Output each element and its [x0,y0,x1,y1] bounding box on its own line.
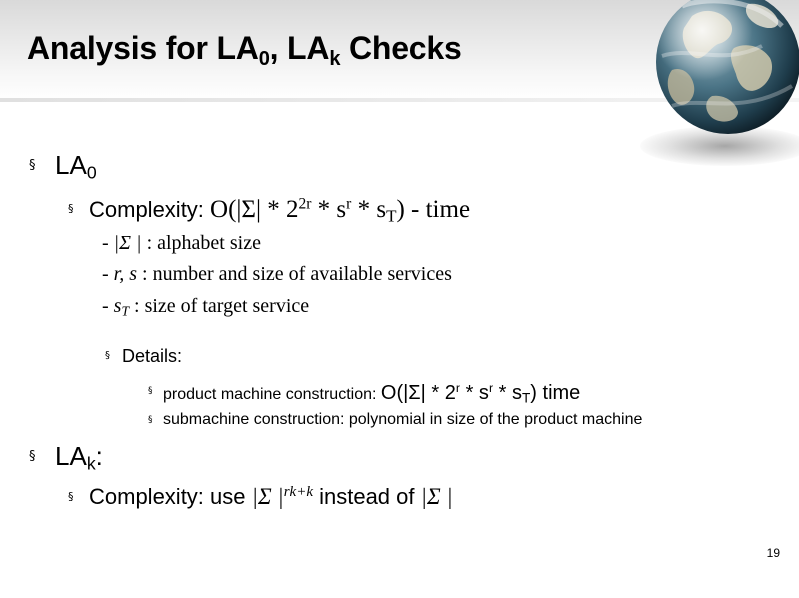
bullet-marker: § [148,386,153,396]
title-text-lak: , LA [269,30,330,66]
bullet-complexity-la0 [68,195,471,226]
note-text: : alphabet size [141,232,261,254]
formula-part-c: * s [493,382,522,404]
note-term-s: s [113,295,122,317]
note-text: : size of target service [129,295,310,317]
product-machine-formula [381,382,580,404]
bullet-marker: § [68,490,74,503]
formula-exponent-r: r [346,195,352,213]
la0-label: LA [55,150,87,180]
instead-of-text: instead of [312,484,421,509]
note-dash: - [102,295,114,317]
title-subscript-0: 0 [258,48,270,70]
complexity-label: Complexity: [89,197,211,222]
bullet-marker: § [105,350,110,361]
sigma-term-2: |Σ | [420,484,453,509]
bullet-details [105,346,183,367]
bullet-la0 [29,150,97,183]
formula-exponent-2r: 2r [298,195,312,213]
formula-exponent-r: r [488,381,494,396]
complexity-formula [210,195,471,226]
note-dash: - [102,263,114,285]
bullet-complexity-lak [68,483,453,510]
formula-subscript-t: T [386,206,397,226]
submachine-text: submachine construction: polynomial in size of the product machine [163,411,643,428]
globe-image [652,0,799,136]
sigma-term: |Σ | [251,484,284,509]
lak-colon: : [95,441,103,471]
bullet-product-machine [148,381,581,406]
bullet-lak [29,441,103,474]
title-subscript-k: k [329,48,341,70]
bullet-marker: § [29,449,36,464]
formula-subscript-t: T [521,390,531,406]
title-text-la0: Analysis for LA [27,30,259,66]
title-text-checks: Checks [340,30,462,66]
lak-label: LA [55,441,87,471]
note-term-sigma: |Σ | [113,232,142,254]
note-subscript-t: T [121,303,130,319]
product-machine-text: product machine construction: [163,386,381,403]
formula-part-b: * s [460,382,489,404]
formula-part-d: ) - time [396,196,471,223]
note-alphabet-size [102,232,261,255]
slide-title [27,30,462,70]
bullet-submachine [148,411,643,429]
sigma-exponent: rk+k [283,483,313,500]
formula-part-a: O(|Σ| * 2 [380,382,456,404]
lak-subscript: k [86,453,96,474]
note-target-service [102,295,309,318]
note-text: : number and size of available services [137,263,452,285]
formula-part-d: ) time [530,382,581,404]
bullet-marker: § [68,202,74,215]
formula-part-a: O(|Σ| * 2 [210,196,299,223]
note-services [102,263,452,286]
globe-highlight [656,0,799,134]
formula-part-c: * s [351,196,387,223]
formula-part-b: * s [311,196,347,223]
note-dash: - [102,232,114,254]
la0-subscript: 0 [86,162,97,183]
bullet-marker: § [29,158,36,173]
complexity-k-label: Complexity: use [89,484,252,509]
bullet-marker: § [148,415,153,425]
details-label: Details: [122,346,183,366]
page-number: 19 [766,546,780,560]
note-term-r-s: r, s [113,263,138,285]
formula-exponent-r: r [455,381,461,396]
